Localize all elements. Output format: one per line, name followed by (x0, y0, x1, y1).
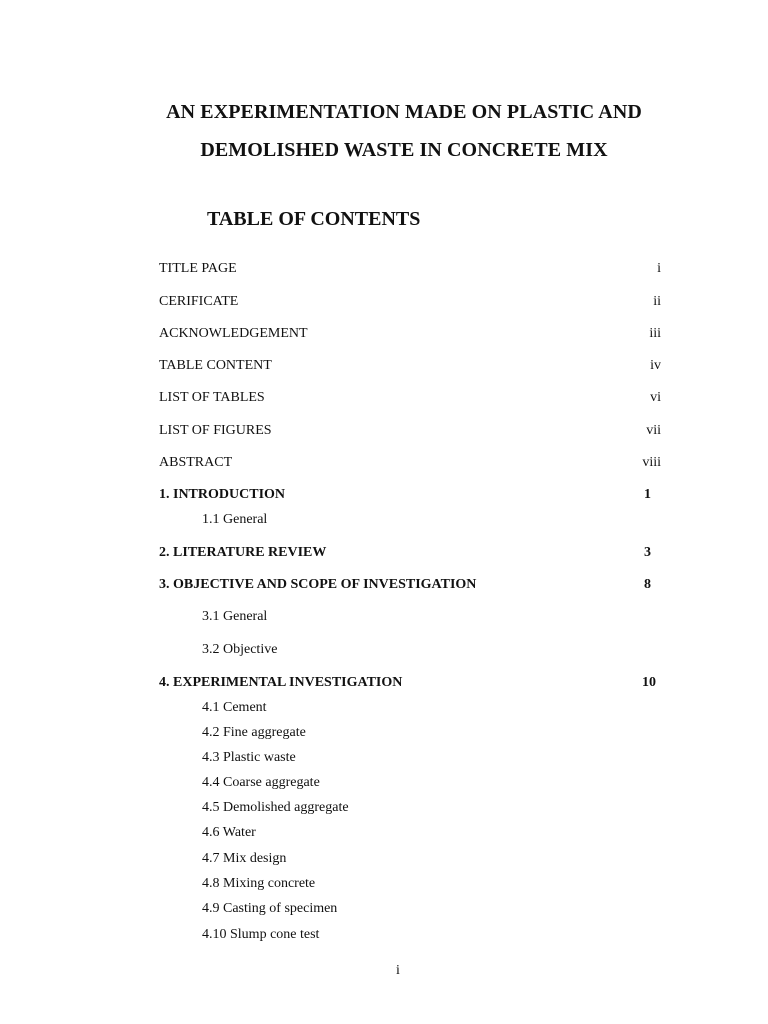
toc-entry-page: 1 (644, 487, 651, 502)
toc-entry (159, 261, 661, 281)
toc-entry-label: 4.2 Fine aggregate (202, 725, 306, 740)
toc-entry (159, 358, 661, 378)
toc-entry-page: i (657, 261, 661, 276)
toc-subentry (159, 512, 661, 532)
toc-entry-label: 4.9 Casting of specimen (202, 901, 338, 916)
toc-entry-label: 1. INTRODUCTION (159, 487, 286, 502)
page-number: i (396, 963, 400, 978)
toc-entry-page: 3 (644, 545, 651, 560)
toc-entry-label: 4.10 Slump cone test (202, 927, 320, 942)
toc-chapter-entry (159, 487, 661, 507)
toc-subentry (159, 851, 661, 871)
document-title-line-1: AN EXPERIMENTATION MADE ON PLASTIC AND (166, 101, 642, 123)
toc-subentry (159, 876, 661, 896)
toc-entry-label: 3.1 General (202, 609, 268, 624)
toc-entry-page: 10 (642, 675, 656, 690)
toc-entry-label: 4.8 Mixing concrete (202, 876, 316, 891)
toc-entry-label: TITLE PAGE (159, 261, 237, 276)
document-title-line-2: DEMOLISHED WASTE IN CONCRETE MIX (200, 139, 608, 161)
toc-entry-label: CERIFICATE (159, 294, 239, 309)
toc-entry-page: iii (649, 326, 661, 341)
toc-heading: TABLE OF CONTENTS (207, 208, 421, 230)
toc-entry-label: 2. LITERATURE REVIEW (159, 545, 327, 560)
toc-subentry (159, 901, 661, 921)
toc-subentry (159, 700, 661, 720)
toc-entry-label: LIST OF TABLES (159, 390, 265, 405)
toc-entry-label: 4.4 Coarse aggregate (202, 775, 320, 790)
toc-entry-label: ACKNOWLEDGEMENT (159, 326, 308, 341)
toc-subentry (159, 642, 661, 662)
toc-entry-label: 4.3 Plastic waste (202, 750, 296, 765)
toc-subentry (159, 750, 661, 770)
toc-subentry (159, 725, 661, 745)
toc-entry-label: 1.1 General (202, 512, 268, 527)
toc-entry-label: 4.6 Water (202, 825, 256, 840)
toc-chapter-entry (159, 577, 661, 597)
toc-entry (159, 294, 661, 314)
toc-entry-label: 4.7 Mix design (202, 851, 287, 866)
toc-entry-page: 8 (644, 577, 651, 592)
toc-subentry (159, 800, 661, 820)
toc-entry-label: 4.1 Cement (202, 700, 267, 715)
toc-subentry (159, 775, 661, 795)
toc-entry-page: viii (642, 455, 661, 470)
toc-entry-page: ii (653, 294, 661, 309)
toc-entry (159, 455, 661, 475)
toc-subentry (159, 825, 661, 845)
toc-entry-page: vi (650, 390, 661, 405)
toc-entry-page: vii (646, 423, 661, 438)
toc-chapter-entry (159, 675, 661, 695)
toc-entry-label: TABLE CONTENT (159, 358, 272, 373)
toc-entry-label: 4. EXPERIMENTAL INVESTIGATION (159, 675, 403, 690)
toc-entry-label: LIST OF FIGURES (159, 423, 272, 438)
toc-entry-page: iv (650, 358, 661, 373)
toc-entry-label: 3. OBJECTIVE AND SCOPE OF INVESTIGATION (159, 577, 477, 592)
toc-subentry (159, 927, 661, 947)
toc-entry-label: 3.2 Objective (202, 642, 278, 657)
toc-chapter-entry (159, 545, 661, 565)
toc-entry (159, 326, 661, 346)
toc-entry (159, 390, 661, 410)
toc-subentry (159, 609, 661, 629)
toc-entry-label: ABSTRACT (159, 455, 233, 470)
toc-entry (159, 423, 661, 443)
toc-entry-label: 4.5 Demolished aggregate (202, 800, 349, 815)
